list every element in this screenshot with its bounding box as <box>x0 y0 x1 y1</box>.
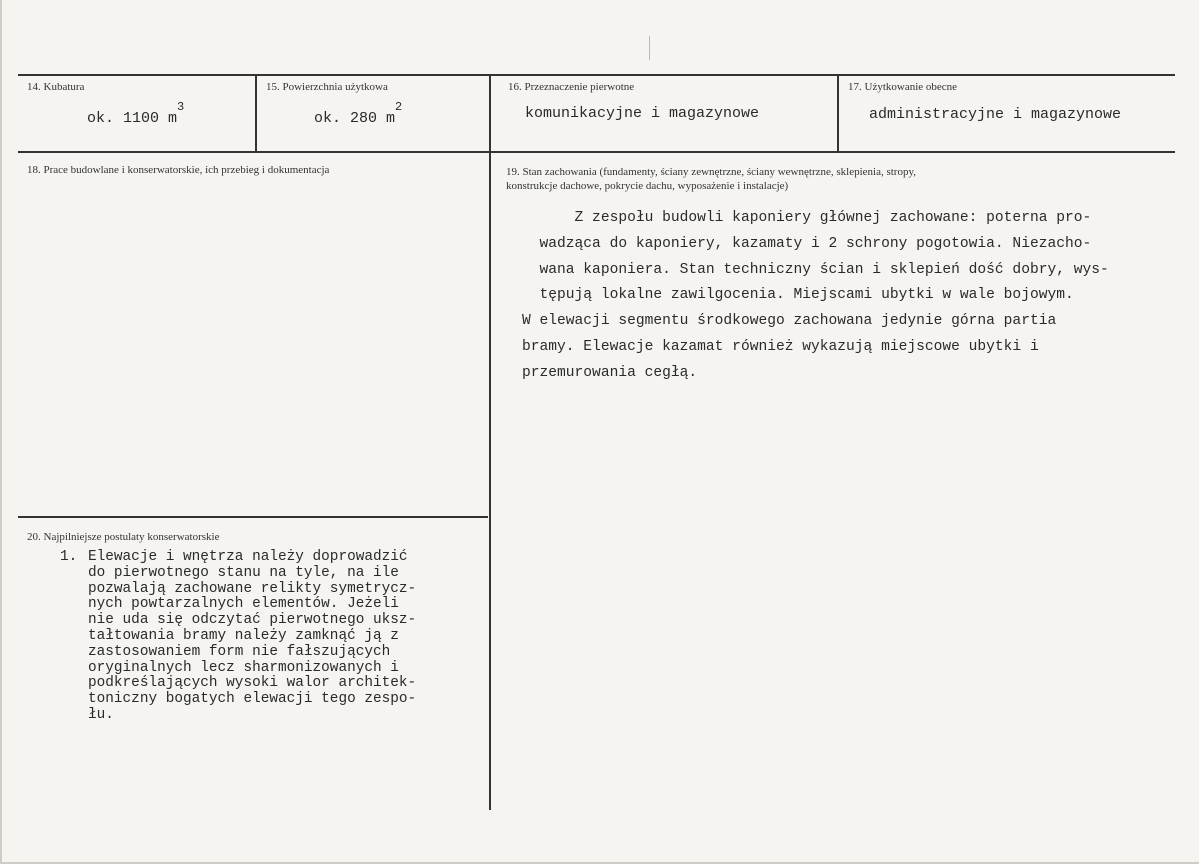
postulat-line: Elewacje i wnętrza należy doprowadzić <box>88 549 408 565</box>
przeznaczenie-label: 16. Przeznaczenie pierwotne <box>508 81 635 93</box>
stan-zachowania-line: Z zespołu budowli kaponiery głównej zachowane: poterna pro- <box>522 210 1092 226</box>
uzytkowanie-value: administracyjne i magazynowe <box>869 106 1122 123</box>
postulat-line: nie uda się odczytać pierwotnego uksz- <box>88 612 417 629</box>
kubatura-value: ok. 1100 $m^3$ <box>87 100 185 127</box>
postulat-line: zastosowaniem form nie fałszujących <box>88 643 391 660</box>
section18-bottom-rule <box>18 516 488 518</box>
postulaty-text <box>60 550 490 724</box>
row1-bottom-rule <box>18 151 1175 153</box>
stan-zachowania-line: tępują lokalne zawilgocenia. Miejscami ubytki w wale bojowym. <box>522 287 1074 304</box>
postulat-line: nych powtarzalnych elementów. Jeżeli <box>88 596 399 613</box>
fold-mark <box>649 36 650 60</box>
postulaty-label: 20. Najpilniejsze postulaty konserwatorskie <box>27 531 220 543</box>
przeznaczenie-value: komunikacyjne i magazynowe <box>525 105 760 122</box>
uzytkowanie-label: 17. Użytkowanie obecne <box>848 81 958 93</box>
postulat-line: oryginalnych lecz sharmonizowanych i <box>88 659 399 676</box>
powierzchnia-label: 15. Powierzchnia użytkowa <box>266 81 388 93</box>
stan-zachowania-label-line2: konstrukcje dachowe, pokrycie dachu, wyposażenie i instalacje) <box>506 180 789 192</box>
prace-budowlane-label: 18. Prace budowlane i konserwatorskie, ich przebieg i dokumentacja <box>27 164 330 176</box>
stan-zachowania-line: bramy. Elewacje kazamat również wykazują miejscowe ubytki i <box>522 338 1039 355</box>
divider-14-15 <box>255 75 257 151</box>
powierzchnia-value: ok. 280 $m^2$ <box>314 100 403 127</box>
postulat-line: łu. <box>88 706 114 723</box>
kubatura-label: 14. Kubatura <box>27 81 85 93</box>
postulat-number: 1. <box>60 549 78 565</box>
postulat-line: toniczny bogatych elewacji tego zespo- <box>88 691 417 708</box>
postulat-line: podkreślających wysoki walor architek- <box>88 675 417 692</box>
stan-zachowania-line: przemurowania cegłą. <box>522 364 698 381</box>
postulat-line: pozwalają zachowane relikty symetrycz- <box>88 580 417 597</box>
stan-zachowania-line: wadząca do kaponiery, kazamaty i 2 schrony pogotowia. Niezacho- <box>522 235 1092 252</box>
postulat-line: tałtowania bramy należy zamknąć ją z <box>88 627 399 644</box>
top-rule <box>18 74 1175 76</box>
stan-zachowania-line: wana kaponiera. Stan techniczny ścian i sklepień dość dobry, wys- <box>522 261 1109 278</box>
divider-16-17 <box>837 75 839 151</box>
stan-zachowania-line: W elewacji segmentu środkowego zachowana jedynie górna partia <box>522 313 1057 330</box>
stan-zachowania-label-line1: 19. Stan zachowania (fundamenty, ściany zewnętrzne, ściany wewnętrzne, sklepienia, stropy, <box>506 166 917 178</box>
stan-zachowania-text <box>522 206 1162 387</box>
postulat-line: do pierwotnego stanu na tyle, na ile <box>88 564 399 581</box>
